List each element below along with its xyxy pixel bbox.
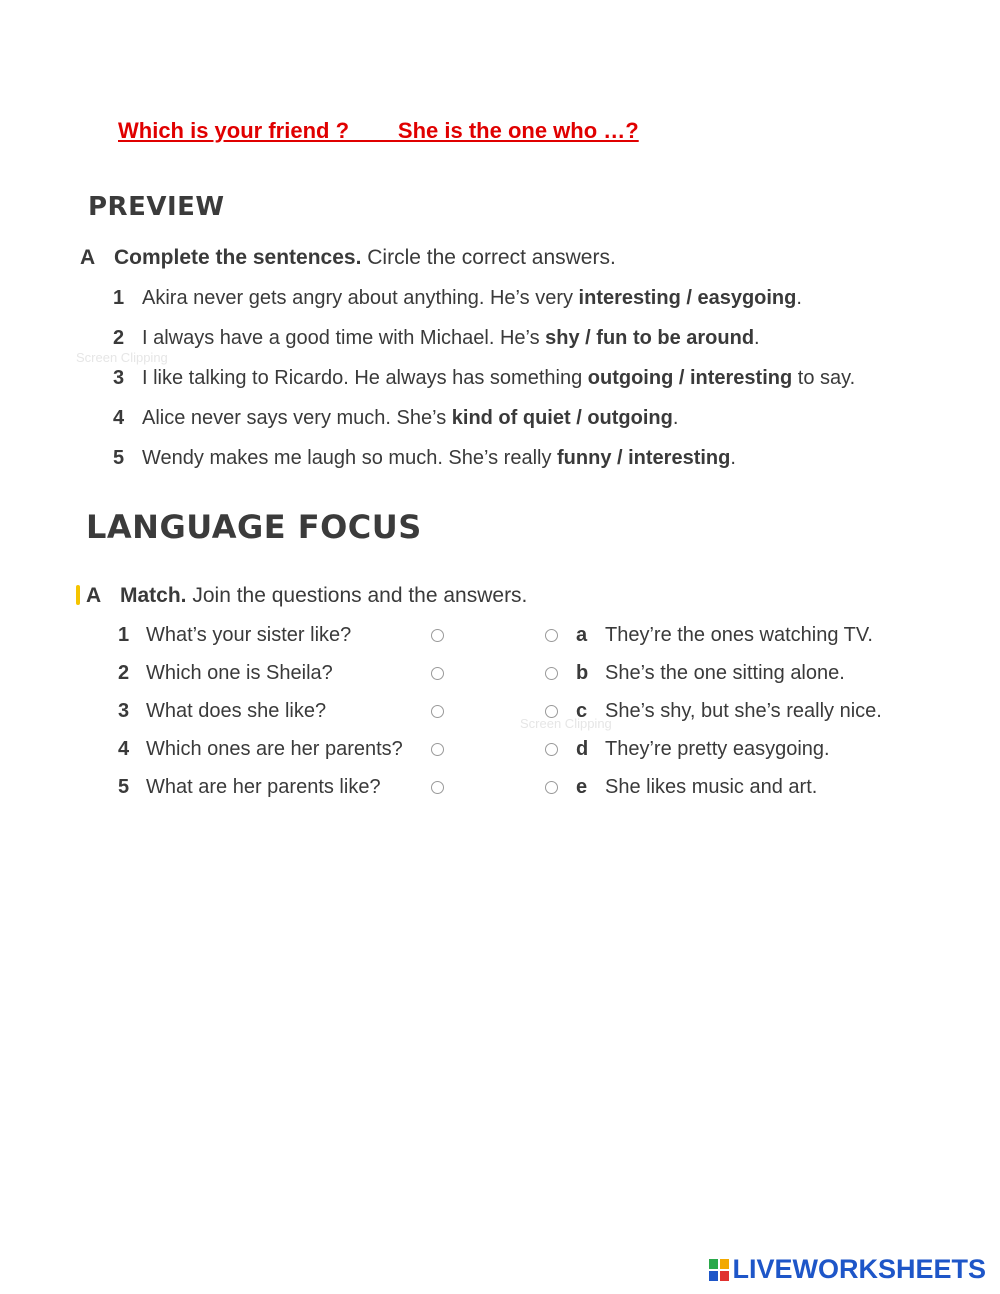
item-text: I always have a good time with Michael. He’s <box>142 327 546 349</box>
logo-icon-square <box>720 1259 729 1269</box>
instruction-bold: Complete the sentences. <box>114 246 362 269</box>
question-number: 4 <box>118 738 130 760</box>
question-connector-dot[interactable] <box>431 743 444 756</box>
screen-clipping-ghost: Screen Clipping <box>520 716 612 731</box>
answer-letter: e <box>576 776 588 798</box>
answer-connector-dot[interactable] <box>545 629 558 642</box>
question-number: 5 <box>118 776 130 798</box>
match-answer <box>576 624 873 647</box>
language-focus-title: LANGUAGE FOCUS <box>86 508 422 546</box>
question-connector-dot[interactable] <box>431 629 444 642</box>
question-number: 2 <box>118 662 130 684</box>
match-answer <box>576 662 845 685</box>
logo-icon-square <box>720 1271 729 1281</box>
screen-clipping-ghost: Screen Clipping <box>76 350 168 365</box>
preview-item <box>113 407 678 430</box>
instruction-rest: Join the questions and the answers. <box>186 584 528 607</box>
instruction-letter: A <box>80 246 96 269</box>
answer-text: She likes music and art. <box>605 776 818 798</box>
preview-item <box>113 327 760 350</box>
question-number: 1 <box>118 624 130 646</box>
match-answer <box>576 776 817 799</box>
question-number: 3 <box>118 700 130 722</box>
item-text-end: . <box>796 287 802 309</box>
question-text: Which ones are her parents? <box>146 738 403 760</box>
logo-icon-square <box>709 1259 718 1269</box>
yellow-marker <box>76 585 80 605</box>
preview-item <box>113 287 802 310</box>
item-number: 5 <box>113 447 125 469</box>
language-focus-instruction <box>86 584 527 608</box>
match-question <box>118 662 333 685</box>
item-number: 2 <box>113 327 125 349</box>
answer-text: They’re the ones watching TV. <box>605 624 873 646</box>
match-question <box>118 776 381 799</box>
item-text: Akira never gets angry about anything. He’s very <box>142 287 579 309</box>
answer-text: They’re pretty easygoing. <box>605 738 830 760</box>
item-options[interactable]: kind of quiet / outgoing <box>451 407 673 429</box>
item-number: 4 <box>113 407 125 429</box>
instruction-bold: Match. <box>120 584 187 607</box>
item-text-end: to say. <box>792 367 856 389</box>
question-text: What’s your sister like? <box>146 624 352 646</box>
item-options[interactable]: interesting / easygoing <box>578 287 797 309</box>
question-text: Which one is Sheila? <box>146 662 333 684</box>
answer-connector-dot[interactable] <box>545 667 558 680</box>
match-answer <box>576 738 830 761</box>
item-text-end: . <box>672 407 679 429</box>
instruction-letter: A <box>86 584 102 607</box>
item-number: 1 <box>113 287 125 309</box>
answer-letter: b <box>576 662 589 684</box>
answer-text: She’s shy, but she’s really nice. <box>605 700 882 722</box>
item-options[interactable]: shy / fun to be around <box>545 327 755 349</box>
question-connector-dot[interactable] <box>431 781 444 794</box>
logo-icon-square <box>709 1271 718 1281</box>
question-connector-dot[interactable] <box>431 705 444 718</box>
answer-connector-dot[interactable] <box>545 743 558 756</box>
liveworksheets-logo <box>709 1254 986 1285</box>
question-text: What are her parents like? <box>146 776 381 798</box>
match-question <box>118 700 326 723</box>
answer-letter: c <box>576 700 588 722</box>
item-text-end: . <box>730 447 736 469</box>
worksheet-heading: Which is your friend ? She is the one who …? <box>118 118 639 143</box>
item-options[interactable]: outgoing / interesting <box>587 367 793 389</box>
item-text: I like talking to Ricardo. He always has something <box>142 367 588 389</box>
question-text: What does she like? <box>146 700 327 722</box>
item-text: Alice never says very much. She’s <box>142 407 452 429</box>
item-options[interactable]: funny / interesting <box>557 447 731 469</box>
item-text-end: . <box>754 327 760 349</box>
logo-text: LIVEWORKSHEETS <box>732 1254 986 1284</box>
preview-item <box>113 447 736 470</box>
item-text: Wendy makes me laugh so much. She’s really <box>142 447 558 469</box>
item-number: 3 <box>113 367 125 389</box>
match-question <box>118 738 403 761</box>
preview-title: PREVIEW <box>88 192 225 222</box>
match-answer <box>576 700 882 723</box>
preview-instruction <box>80 246 616 270</box>
preview-item <box>113 367 855 390</box>
match-question <box>118 624 351 647</box>
answer-text: She’s the one sitting alone. <box>605 662 845 684</box>
answer-letter: a <box>576 624 588 646</box>
logo-icon <box>709 1259 729 1281</box>
question-connector-dot[interactable] <box>431 667 444 680</box>
instruction-rest: Circle the correct answers. <box>361 246 616 269</box>
answer-connector-dot[interactable] <box>545 781 558 794</box>
answer-letter: d <box>576 738 589 760</box>
